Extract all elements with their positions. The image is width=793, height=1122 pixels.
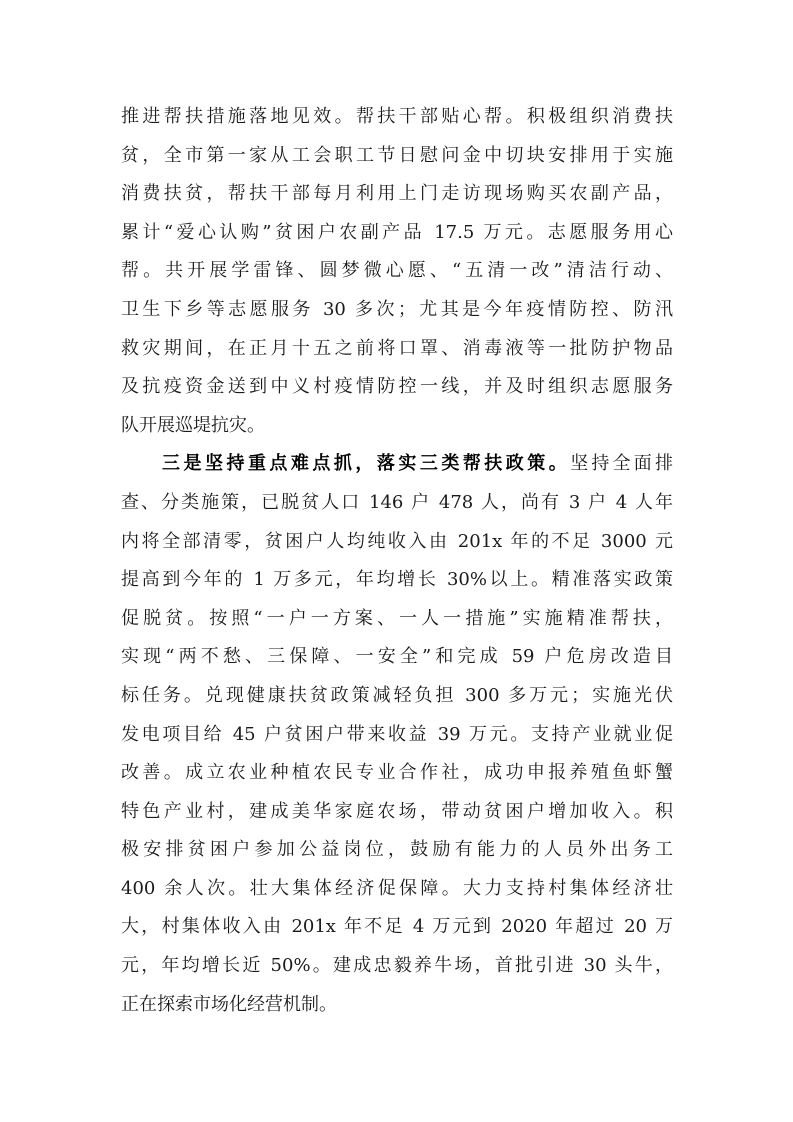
text-line: 元，年均增长近 50%。建成忠毅养牛场，首批引进 30 头牛， [121, 955, 673, 977]
text-line: 发电项目给 45 户贫困户带来收益 39 万元。支持产业就业促 [121, 723, 673, 745]
text-line: 队开展巡堤抗灾。 [121, 414, 265, 436]
text-line: 大，村集体收入由 201x 年不足 4 万元到 2020 年超过 20 万 [121, 916, 673, 938]
text-line: 促脱贫。按照“一户一方案、一人一措施”实施精准帮扶， [121, 607, 673, 629]
text-line: 卫生下乡等志愿服务 30 多次；尤其是今年疫情防控、防汛 [121, 298, 673, 320]
text-line: 消费扶贫，帮扶干部每月利用上门走访现场购买农副产品， [121, 183, 673, 205]
text-line: 改善。成立农业种植农民专业合作社，成功申报养殖鱼虾蟹 [121, 762, 673, 784]
text-line: 内将全部清零，贫困户人均纯收入由 201x 年的不足 3000 元 [121, 530, 673, 552]
text-line: 贫，全市第一家从工会职工节日慰问金中切块安排用于实施 [121, 144, 673, 166]
paragraph-consumption-volunteer [121, 98, 677, 445]
text-line: 救灾期间，在正月十五之前将口罩、消毒液等一批防护物品 [121, 337, 673, 359]
text-line: 400 余人次。壮大集体经济促保障。大力支持村集体经济壮 [121, 877, 673, 899]
document-page [121, 98, 677, 1024]
text-line: 极安排贫困户参加公益岗位，鼓励有能力的人员外出务工 [121, 839, 673, 861]
text-line: 累计“爱心认购”贫困户农副产品 17.5 万元。志愿服务用心 [121, 221, 673, 243]
section-heading: 三是坚持重点难点抓，落实三类帮扶政策。 [162, 453, 571, 475]
text-line: 推进帮扶措施落地见效。帮扶干部贴心帮。积极组织消费扶 [121, 106, 673, 127]
text-line: 特色产业村，建成美华家庭农场，带动贫困户增加收入。积 [121, 800, 673, 822]
paragraph-first-line [121, 445, 673, 484]
text-run: 坚持全面排 [570, 453, 673, 475]
text-line: 及抗疫资金送到中义村疫情防控一线，并及时组织志愿服务 [121, 376, 673, 398]
text-line: 帮。共开展学雷锋、圆梦微心愿、“五清一改”清洁行动、 [121, 260, 673, 282]
text-line: 标任务。兑现健康扶贫政策减轻负担 300 多万元；实施光伏 [121, 684, 673, 706]
text-line: 查、分类施策，已脱贫人口 146 户 478 人，尚有 3 户 4 人年 [121, 491, 673, 513]
text-line: 正在探索市场化经营机制。 [121, 993, 337, 1015]
paragraph-section-three [121, 445, 677, 1024]
text-line: 提高到今年的 1 万多元，年均增长 30%以上。精准落实政策 [121, 569, 673, 591]
text-line: 实现“两不愁、三保障、一安全”和完成 59 户危房改造目 [121, 646, 673, 668]
